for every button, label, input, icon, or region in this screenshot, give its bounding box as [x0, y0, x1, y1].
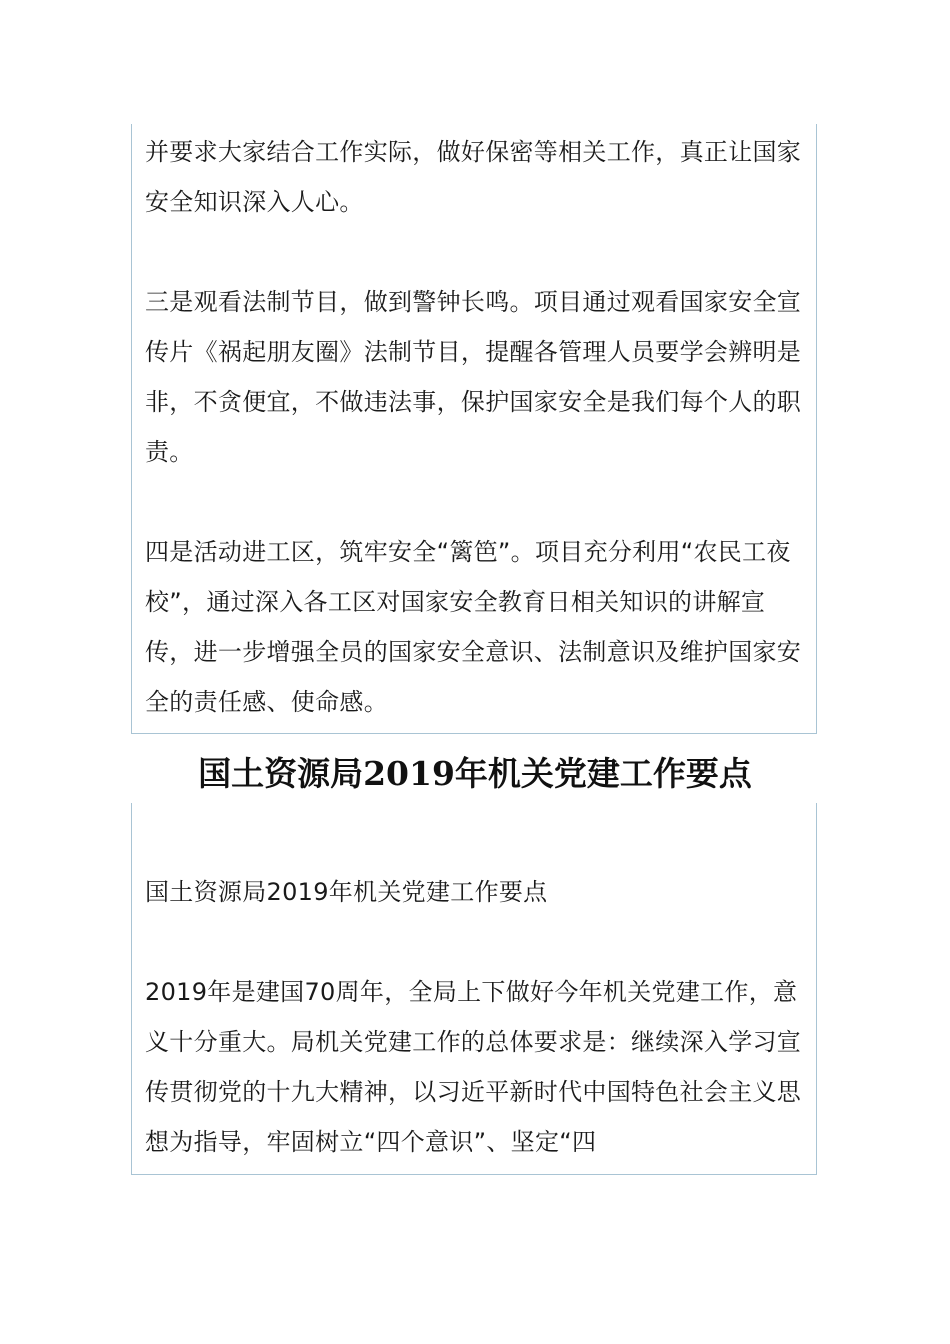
paragraph-work-zone-activity: 四是活动进工区，筑牢安全“篱笆”。项目充分利用“农民工夜校”，通过深入各工区对国家安全教育日相关知识的讲解宣传，进一步增强全员的国家安全意识、法制意识及维护国家安全的责任感、使命感。 [145, 538, 802, 716]
paragraph-confidentiality: 并要求大家结合工作实际，做好保密等相关工作，真正让国家安全知识深入人心。 [145, 138, 802, 216]
paragraph-intro: 2019年是建国70周年，全局上下做好今年机关党建工作，意义十分重大。局机关党建工作的总体要求是：继续深入学习宣传贯彻党的十九大精神，以习近平新时代中国特色社会主义思想为指导，牢固树立“四个意识”、坚定“四 [145, 978, 802, 1156]
paragraph-legal-program: 三是观看法制节目，做到警钟长鸣。项目通过观看国家安全宣传片《祸起朋友圈》法制节目，提醒各管理人员要学会辨明是非，不贪便宜，不做违法事，保护国家安全是我们每个人的职责。 [145, 288, 802, 466]
paragraph-subtitle: 国土资源局2019年机关党建工作要点 [145, 878, 548, 906]
document-body-box [131, 803, 817, 1175]
document-title: 国土资源局2019年机关党建工作要点 [198, 754, 752, 793]
article-excerpt-box [131, 124, 817, 734]
